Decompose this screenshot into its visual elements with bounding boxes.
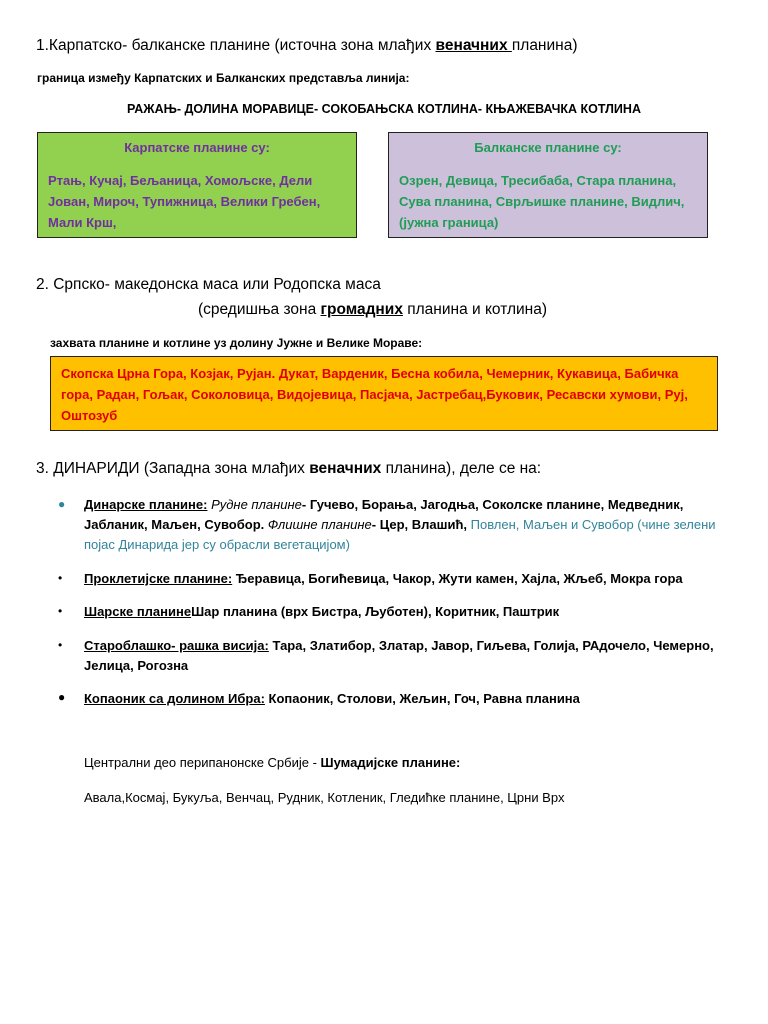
list-item-kopaonik [84, 689, 734, 709]
section-3-title [36, 460, 541, 478]
section-1-title-emphasis: веначних [435, 37, 512, 54]
section-1-title [36, 37, 578, 55]
bullet-icon: ● [58, 497, 66, 511]
list-item-shar [84, 602, 734, 622]
list-item-text: Копаоник, Столови, Жељин, Гоч, Равна планина [264, 691, 580, 706]
section-1-title-end: планина) [511, 37, 578, 54]
bullet-icon: • [58, 571, 63, 585]
list-item-label: Динарске планине: [84, 497, 208, 512]
list-item-text: - Цер, Влашић, [371, 517, 471, 532]
bullet-icon: ● [58, 690, 66, 704]
section-1-title-text: 1.Карпатско- балканске планине (источна зона млађих [36, 37, 436, 54]
list-item-text: Тара, Златибор, Златар, Јавор, Гиљева, Голија, РАдочело, Чемерно, Јелица, Рогозна [84, 638, 714, 673]
section-3-title-end: планина), деле се на: [381, 460, 542, 477]
carpathian-box-title: Карпатске планине су: [124, 140, 270, 155]
section-2-subtitle-emphasis: громадних [320, 301, 403, 318]
rhodope-box-body: Скопска Црна Гора, Козјак, Рујан. Дукат, Варденик, Бесна кобила, Чемерник, Кукавица, Бабичка гора, Радан, Гољак, Соколовица, Видојевица, Пасјача, Јастребац,Буковик, Ресавски хумови, Руј, Оштозуб [61, 366, 688, 423]
section-2-subtitle-end: планина и котлина) [402, 301, 548, 318]
list-item-italic: Рудне планине [211, 497, 302, 512]
carpathian-box-body: Ртањ, Кучај, Бељаница, Хомољске, Дели Јован, Мироч, Тупижница, Велики Гребен, Мали Крш, [48, 173, 321, 230]
list-item-label: Проклетијске планине: [84, 571, 233, 586]
list-item-text: Шар планина (врх Бистра, Љуботен), Коритник, Паштрик [191, 604, 560, 619]
list-item-starovlaska [84, 636, 734, 676]
section-2-note: захвата планине и котлине уз долину Јужне и Велике Мораве: [50, 336, 423, 350]
carpathian-box [37, 132, 357, 238]
bullet-icon: • [58, 638, 63, 652]
section-4-title-emphasis: Шумадијске планине: [320, 755, 461, 770]
section-2-title: 2. Српско- македонска маса или Родопска маса [36, 276, 381, 293]
section-1-note: граница између Карпатских и Балканских представља линија: [37, 71, 410, 85]
section-2-subtitle-text: (средишња зона [198, 301, 321, 318]
section-2-subtitle [198, 301, 547, 319]
section-4-title-text: Централни део перипанонске Србије - [84, 755, 321, 770]
rhodope-box [50, 356, 718, 431]
list-item-label: Староблашко- рашка висија: [84, 638, 269, 653]
section-1-boundary-line: РАЖАЊ- ДОЛИНА МОРАВИЦЕ- СОКОБАЊСКА КОТЛИНА- КЊАЖЕВАЧКА КОТЛИНА [127, 102, 641, 116]
list-item-dinaric [84, 495, 734, 555]
balkan-box-body: Озрен, Девица, Тресибаба, Стара планина, Сува планина, Сврљишке планине, Видлич, (јужна граница) [399, 173, 685, 230]
section-4-title [84, 755, 460, 770]
list-item-text: Ђеравица, Богићевица, Чакор, Жути камен, Хајла, Жљеб, Мокра гора [232, 571, 683, 586]
balkan-box-title: Балканске планине су: [474, 140, 622, 155]
list-item-prokletije [84, 569, 734, 589]
list-item-italic: Флишне планине [267, 517, 372, 532]
list-item-label: Шарске планине [84, 604, 192, 619]
list-item-green-belt-note: Повлен, Маљен и Сувобор (чине зелени појас Динарида јер су обрасли вегетацијом) [84, 517, 716, 552]
balkan-box [388, 132, 708, 238]
section-3-title-text: 3. ДИНАРИДИ (Западна зона млађих [36, 460, 310, 477]
section-4-body: Авала,Космај, Букуља, Венчац, Рудник, Котленик, Гледићке планине, Црни Врх [84, 790, 565, 805]
list-item-text: - Гучево, Борања, Јагодња, Соколске планине, Медведник, Јабланик, Маљен, Сувобор. [84, 497, 684, 532]
section-3-title-emphasis: веначних [309, 460, 382, 477]
list-item-label: Копаоник са долином Ибра: [84, 691, 265, 706]
bullet-icon: • [58, 604, 63, 618]
